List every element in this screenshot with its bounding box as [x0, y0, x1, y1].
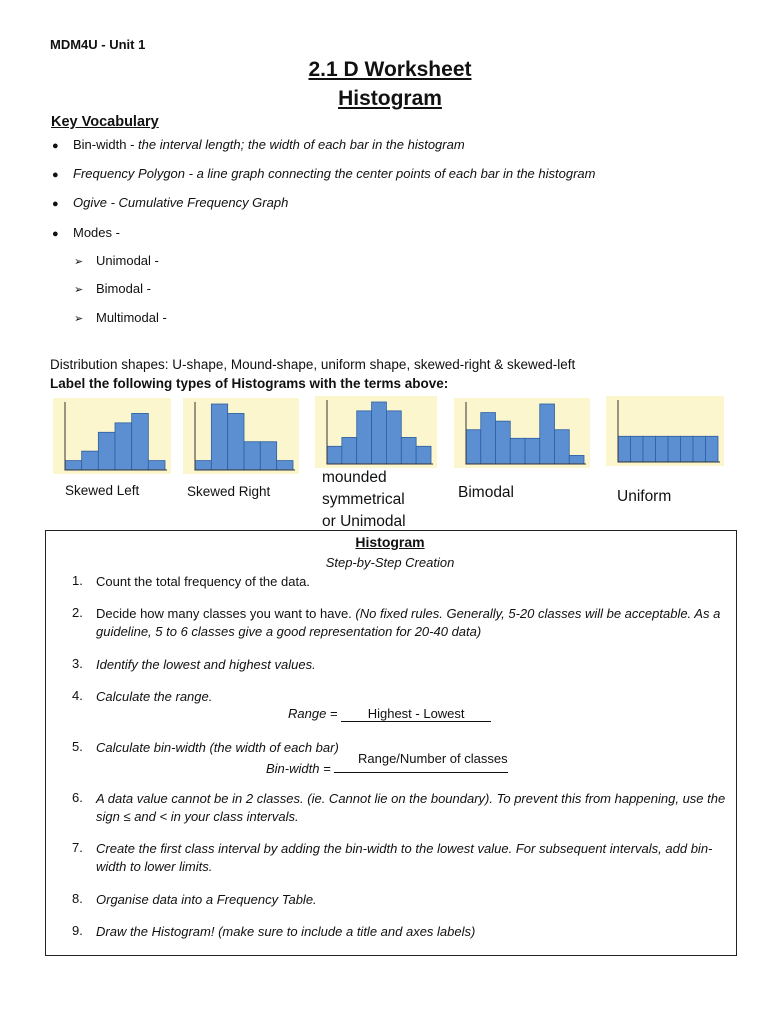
histogram-bar	[416, 446, 431, 464]
binwidth-formula: Bin-width =	[266, 758, 508, 776]
histogram-panel-5	[606, 396, 724, 466]
step-5-text: Calculate bin-width (the width of each bar)	[96, 740, 339, 755]
step-number: 2.	[72, 605, 83, 620]
histogram-bar	[386, 411, 401, 464]
answer-bimodal: Bimodal	[458, 484, 514, 501]
histogram-bar	[65, 461, 82, 470]
histogram-bar	[342, 437, 357, 464]
histogram-bar	[525, 438, 540, 464]
vocab-item-ogive: Ogive - Cumulative Frequency Graph	[73, 195, 289, 210]
range-answer: Highest - Lowest	[341, 706, 491, 722]
arrow-bullet-icon: ➢	[74, 313, 84, 325]
bullet-icon: ●	[52, 140, 59, 152]
histogram-bar	[148, 461, 165, 470]
histogram-bar	[132, 413, 149, 470]
vocab-item-binwidth: Bin-width - the interval length; the width of each bar in the histogram	[73, 137, 465, 152]
histogram-bar	[618, 436, 631, 462]
worksheet-title: 2.1 D Worksheet	[308, 58, 472, 81]
range-formula: Range = Highest - Lowest	[288, 706, 491, 722]
histogram-bar	[115, 423, 132, 470]
mode-unimodal: Unimodal -	[96, 253, 159, 268]
arrow-bullet-icon: ➢	[74, 256, 84, 268]
answer-skewed-left: Skewed Left	[65, 483, 140, 498]
step-number: 3.	[72, 656, 83, 671]
step-number: 6.	[72, 790, 83, 805]
vocab-item-modes: Modes -	[73, 225, 120, 240]
histogram-bar	[555, 430, 570, 464]
bullet-icon: ●	[52, 169, 59, 181]
answer-uniform: Uniform	[617, 488, 672, 505]
step-6-text: A data value cannot be in 2 classes. (ie. Cannot lie on the boundary). To prevent this from happening, use the sign ≤ and < in your class intervals.	[96, 791, 726, 824]
histogram-bar	[569, 455, 584, 464]
step-number: 8.	[72, 891, 83, 906]
vocab-heading: Key Vocabulary	[51, 114, 159, 130]
histogram-bar	[82, 451, 99, 470]
histogram-bar	[401, 437, 416, 464]
histogram-bar	[372, 402, 387, 464]
step-8-text: Organise data into a Frequency Table.	[96, 892, 317, 907]
histogram-panel-1	[53, 398, 171, 474]
vocab-item-frequency-polygon: Frequency Polygon - a line graph connecting the center points of each bar in the histogram	[73, 166, 596, 181]
steps-subtitle: Step-by-Step Creation	[325, 555, 455, 570]
step-1-text: Count the total frequency of the data.	[96, 574, 310, 589]
step-4-text: Calculate the range.	[96, 689, 213, 704]
histogram-bar	[540, 404, 555, 464]
worksheet-subtitle: Histogram	[338, 87, 442, 110]
histogram-bar	[98, 432, 115, 470]
histogram-bar	[631, 436, 644, 462]
histogram-bar	[228, 413, 244, 470]
histogram-bar	[693, 436, 706, 462]
mode-multimodal: Multimodal -	[96, 310, 167, 325]
histogram-panel-2	[183, 398, 299, 474]
histogram-bar	[496, 421, 511, 464]
answer-unimodal: or Unimodal	[322, 513, 406, 530]
histogram-panel-3	[315, 396, 437, 468]
step-number: 1.	[72, 573, 83, 588]
histogram-bar	[211, 404, 227, 470]
histogram-bar	[260, 442, 276, 470]
histogram-bar	[277, 461, 293, 470]
mode-bimodal: Bimodal -	[96, 281, 151, 296]
histogram-panel-4	[454, 398, 590, 468]
bullet-icon: ●	[52, 198, 59, 210]
course-code: MDM4U - Unit 1	[50, 37, 146, 52]
step-number: 4.	[72, 688, 83, 703]
histogram-bar	[466, 430, 481, 464]
label-instruction: Label the following types of Histograms with the terms above:	[50, 376, 449, 391]
step-9-text: Draw the Histogram! (make sure to include a title and axes labels)	[96, 924, 476, 939]
binwidth-answer: Range/Number of classes	[358, 751, 508, 766]
distribution-shapes-line: Distribution shapes: U-shape, Mound-shape, uniform shape, skewed-right & skewed-left	[50, 357, 576, 372]
steps-title: Histogram	[355, 534, 425, 550]
step-2-text: Decide how many classes you want to have. (No fixed rules. Generally, 5-20 classes will be acceptable. As a guideline, 5 to 6 classes give a good representation for 20-40 data)	[96, 606, 721, 639]
arrow-bullet-icon: ➢	[74, 284, 84, 296]
histogram-bar	[481, 413, 496, 464]
answer-mounded: mounded	[322, 469, 387, 486]
histogram-bar	[668, 436, 681, 462]
answer-symmetrical: symmetrical	[322, 491, 405, 508]
step-number: 7.	[72, 840, 83, 855]
histogram-bar	[681, 436, 694, 462]
histogram-bar	[357, 411, 372, 464]
histogram-bar	[510, 438, 525, 464]
answer-skewed-right: Skewed Right	[187, 484, 271, 499]
histogram-bar	[327, 446, 342, 464]
histogram-bar	[195, 461, 211, 470]
bullet-icon: ●	[52, 228, 59, 240]
step-3-text: Identify the lowest and highest values.	[96, 657, 316, 672]
histogram-bar	[643, 436, 656, 462]
step-number: 9.	[72, 923, 83, 938]
histogram-bar	[244, 442, 260, 470]
histogram-bar	[706, 436, 719, 462]
step-number: 5.	[72, 739, 83, 754]
step-7-text: Create the first class interval by adding the bin-width to the lowest value. For subsequent intervals, add bin-width to lower limits.	[96, 841, 713, 874]
histogram-bar	[656, 436, 669, 462]
